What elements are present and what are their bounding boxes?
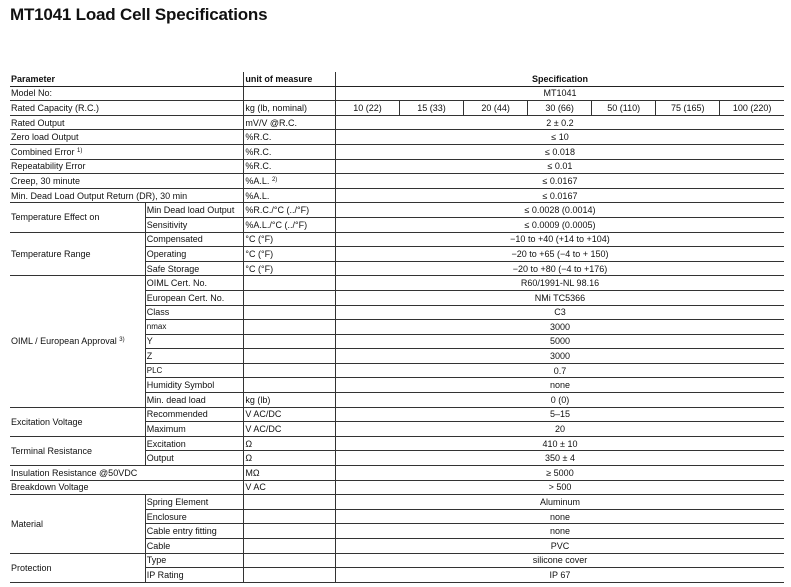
group-label: Excitation Voltage [10, 407, 145, 436]
spec-value: 410 ± 10 [335, 436, 784, 451]
header-unit: unit of measure [244, 72, 336, 86]
capacity-value: 30 (66) [528, 101, 592, 116]
header-row [10, 72, 784, 86]
footnote-ref: 2) [271, 176, 278, 183]
spec-value: ≤ 0.0028 (0.0014) [335, 203, 784, 218]
page-title: MT1041 Load Cell Specifications [10, 5, 268, 24]
sub-label: Safe Storage [145, 261, 244, 276]
spec-value: ≤ 0.018 [335, 144, 784, 159]
table-row [10, 436, 784, 451]
table-row [10, 174, 784, 189]
param-label: Model No: [10, 86, 244, 101]
spec-value: ≤ 0.0167 [335, 188, 784, 203]
sub-label: European Cert. No. [145, 290, 244, 305]
unit-cell: °C (°F) [244, 261, 336, 276]
table-row [10, 276, 784, 291]
header-parameter: Parameter [10, 72, 244, 86]
unit-cell: V AC [244, 480, 336, 495]
group-label: Terminal Resistance [10, 436, 145, 465]
spec-value: 3000 [335, 320, 784, 335]
unit-cell [244, 334, 336, 349]
sub-label: Operating [145, 247, 244, 262]
unit-cell [244, 276, 336, 291]
footnote-ref: 1) [77, 147, 83, 154]
unit-cell: kg (lb) [244, 393, 336, 408]
spec-value: ≤ 0.0009 (0.0005) [335, 217, 784, 232]
unit-cell: °C (°F) [244, 232, 336, 247]
unit-cell [244, 305, 336, 320]
unit-cell: mV/V @R.C. [244, 115, 336, 130]
unit-cell: V AC/DC [244, 422, 336, 437]
group-label-cell [10, 276, 145, 407]
sub-label: Compensated [145, 232, 244, 247]
spec-value: ≤ 0.0167 [335, 174, 784, 189]
sub-label: OIML Cert. No. [145, 276, 244, 291]
param-label: Min. Dead Load Output Return (DR), 30 min [10, 188, 244, 203]
spec-value: 2 ± 0.2 [335, 115, 784, 130]
sub-label: Min Dead load Output [145, 203, 244, 218]
unit-text: %A.L. [245, 175, 270, 186]
param-label: Breakdown Voltage [10, 480, 244, 495]
spec-value: none [335, 378, 784, 393]
sub-label: nmax [145, 320, 244, 335]
table-row [10, 115, 784, 130]
table-row [10, 86, 784, 101]
unit-cell [244, 495, 336, 510]
unit-cell [244, 290, 336, 305]
unit-cell: %A.L. [244, 188, 336, 203]
unit-cell: V AC/DC [244, 407, 336, 422]
spec-value: none [335, 524, 784, 539]
table-row [10, 553, 784, 568]
spec-value: 20 [335, 422, 784, 437]
spec-value: −20 to +65 (−4 to + 150) [335, 247, 784, 262]
unit-cell [244, 349, 336, 364]
group-label: Material [10, 495, 145, 553]
table-row [10, 130, 784, 145]
spec-value: 5–15 [335, 407, 784, 422]
unit-cell: %R.C./°C (../°F) [244, 203, 336, 218]
spec-value: 0.7 [335, 363, 784, 378]
spec-value: 5000 [335, 334, 784, 349]
capacity-value: 10 (22) [335, 101, 399, 116]
spec-value: 0 (0) [335, 393, 784, 408]
unit-cell: MΩ [244, 466, 336, 481]
unit-cell: Ω [244, 451, 336, 466]
sub-label: Cable [145, 539, 244, 554]
footnote-ref: 3) [119, 337, 125, 344]
param-label: Rated Output [10, 115, 244, 130]
sub-label: Humidity Symbol [145, 378, 244, 393]
table-row [10, 159, 784, 174]
group-label: Protection [10, 553, 145, 582]
unit-cell [244, 363, 336, 378]
unit-cell: %R.C. [244, 159, 336, 174]
sub-label: Excitation [145, 436, 244, 451]
spec-value: MT1041 [335, 86, 784, 101]
table-row [10, 144, 784, 159]
capacity-value: 75 (165) [656, 101, 720, 116]
spec-value: none [335, 509, 784, 524]
spec-value: PVC [335, 539, 784, 554]
unit-cell [244, 553, 336, 568]
spec-value: NMi TC5366 [335, 290, 784, 305]
spec-value: IP 67 [335, 568, 784, 583]
sub-label: Type [145, 553, 244, 568]
sub-label: Min. dead load [145, 393, 244, 408]
capacity-value: 50 (110) [592, 101, 656, 116]
capacity-value: 100 (220) [720, 101, 784, 116]
sub-label: Spring Element [145, 495, 244, 510]
sub-label: Sensitivity [145, 217, 244, 232]
param-label: Combined Error [11, 146, 75, 157]
sub-label: Cable entry fitting [145, 524, 244, 539]
group-label: Temperature Range [10, 232, 145, 276]
sub-label: Maximum [145, 422, 244, 437]
param-cell [10, 144, 244, 159]
param-label: Insulation Resistance @50VDC [10, 466, 244, 481]
param-label: Zero load Output [10, 130, 244, 145]
unit-cell: °C (°F) [244, 247, 336, 262]
sub-label: Class [145, 305, 244, 320]
unit-cell [244, 539, 336, 554]
table-row-capacity [10, 101, 784, 116]
unit-cell [244, 509, 336, 524]
spec-value: −10 to +40 (+14 to +104) [335, 232, 784, 247]
sub-label: PLC [145, 363, 244, 378]
unit-cell [244, 568, 336, 583]
spec-value: ≤ 0.01 [335, 159, 784, 174]
header-specification: Specification [335, 72, 784, 86]
table-row [10, 188, 784, 203]
capacity-value: 15 (33) [400, 101, 464, 116]
param-label: Creep, 30 minute [10, 174, 244, 189]
spec-value: 350 ± 4 [335, 451, 784, 466]
unit-cell: %R.C. [244, 144, 336, 159]
table-row [10, 466, 784, 481]
spec-value: 3000 [335, 349, 784, 364]
sub-label: IP Rating [145, 568, 244, 583]
spec-value: ≥ 5000 [335, 466, 784, 481]
sub-label: Y [145, 334, 244, 349]
spec-value: C3 [335, 305, 784, 320]
spec-value: R60/1991-NL 98.16 [335, 276, 784, 291]
sub-label: Output [145, 451, 244, 466]
capacity-value: 20 (44) [464, 101, 528, 116]
table-row [10, 480, 784, 495]
unit-cell [244, 320, 336, 335]
param-label: Repeatability Error [10, 159, 244, 174]
unit-cell: %R.C. [244, 130, 336, 145]
unit-cell [244, 524, 336, 539]
spec-value: −20 to +80 (−4 to +176) [335, 261, 784, 276]
unit-cell [244, 378, 336, 393]
sub-label: Recommended [145, 407, 244, 422]
unit-cell [244, 174, 336, 189]
table-row [10, 495, 784, 510]
spec-value: > 500 [335, 480, 784, 495]
unit-cell: Ω [244, 436, 336, 451]
table-row [10, 203, 784, 218]
sub-label: Enclosure [145, 509, 244, 524]
group-label: OIML / European Approval [11, 336, 117, 347]
sub-label: Z [145, 349, 244, 364]
unit-cell: %A.L./°C (../°F) [244, 217, 336, 232]
spec-value: ≤ 10 [335, 130, 784, 145]
group-label: Temperature Effect on [10, 203, 145, 232]
unit-cell: kg (lb, nominal) [244, 101, 336, 116]
table-row [10, 232, 784, 247]
table-row [10, 407, 784, 422]
spec-value: silicone cover [335, 553, 784, 568]
param-label: Rated Capacity (R.C.) [10, 101, 244, 116]
spec-table [10, 72, 784, 583]
spec-value: Aluminum [335, 495, 784, 510]
unit-cell [244, 86, 336, 101]
